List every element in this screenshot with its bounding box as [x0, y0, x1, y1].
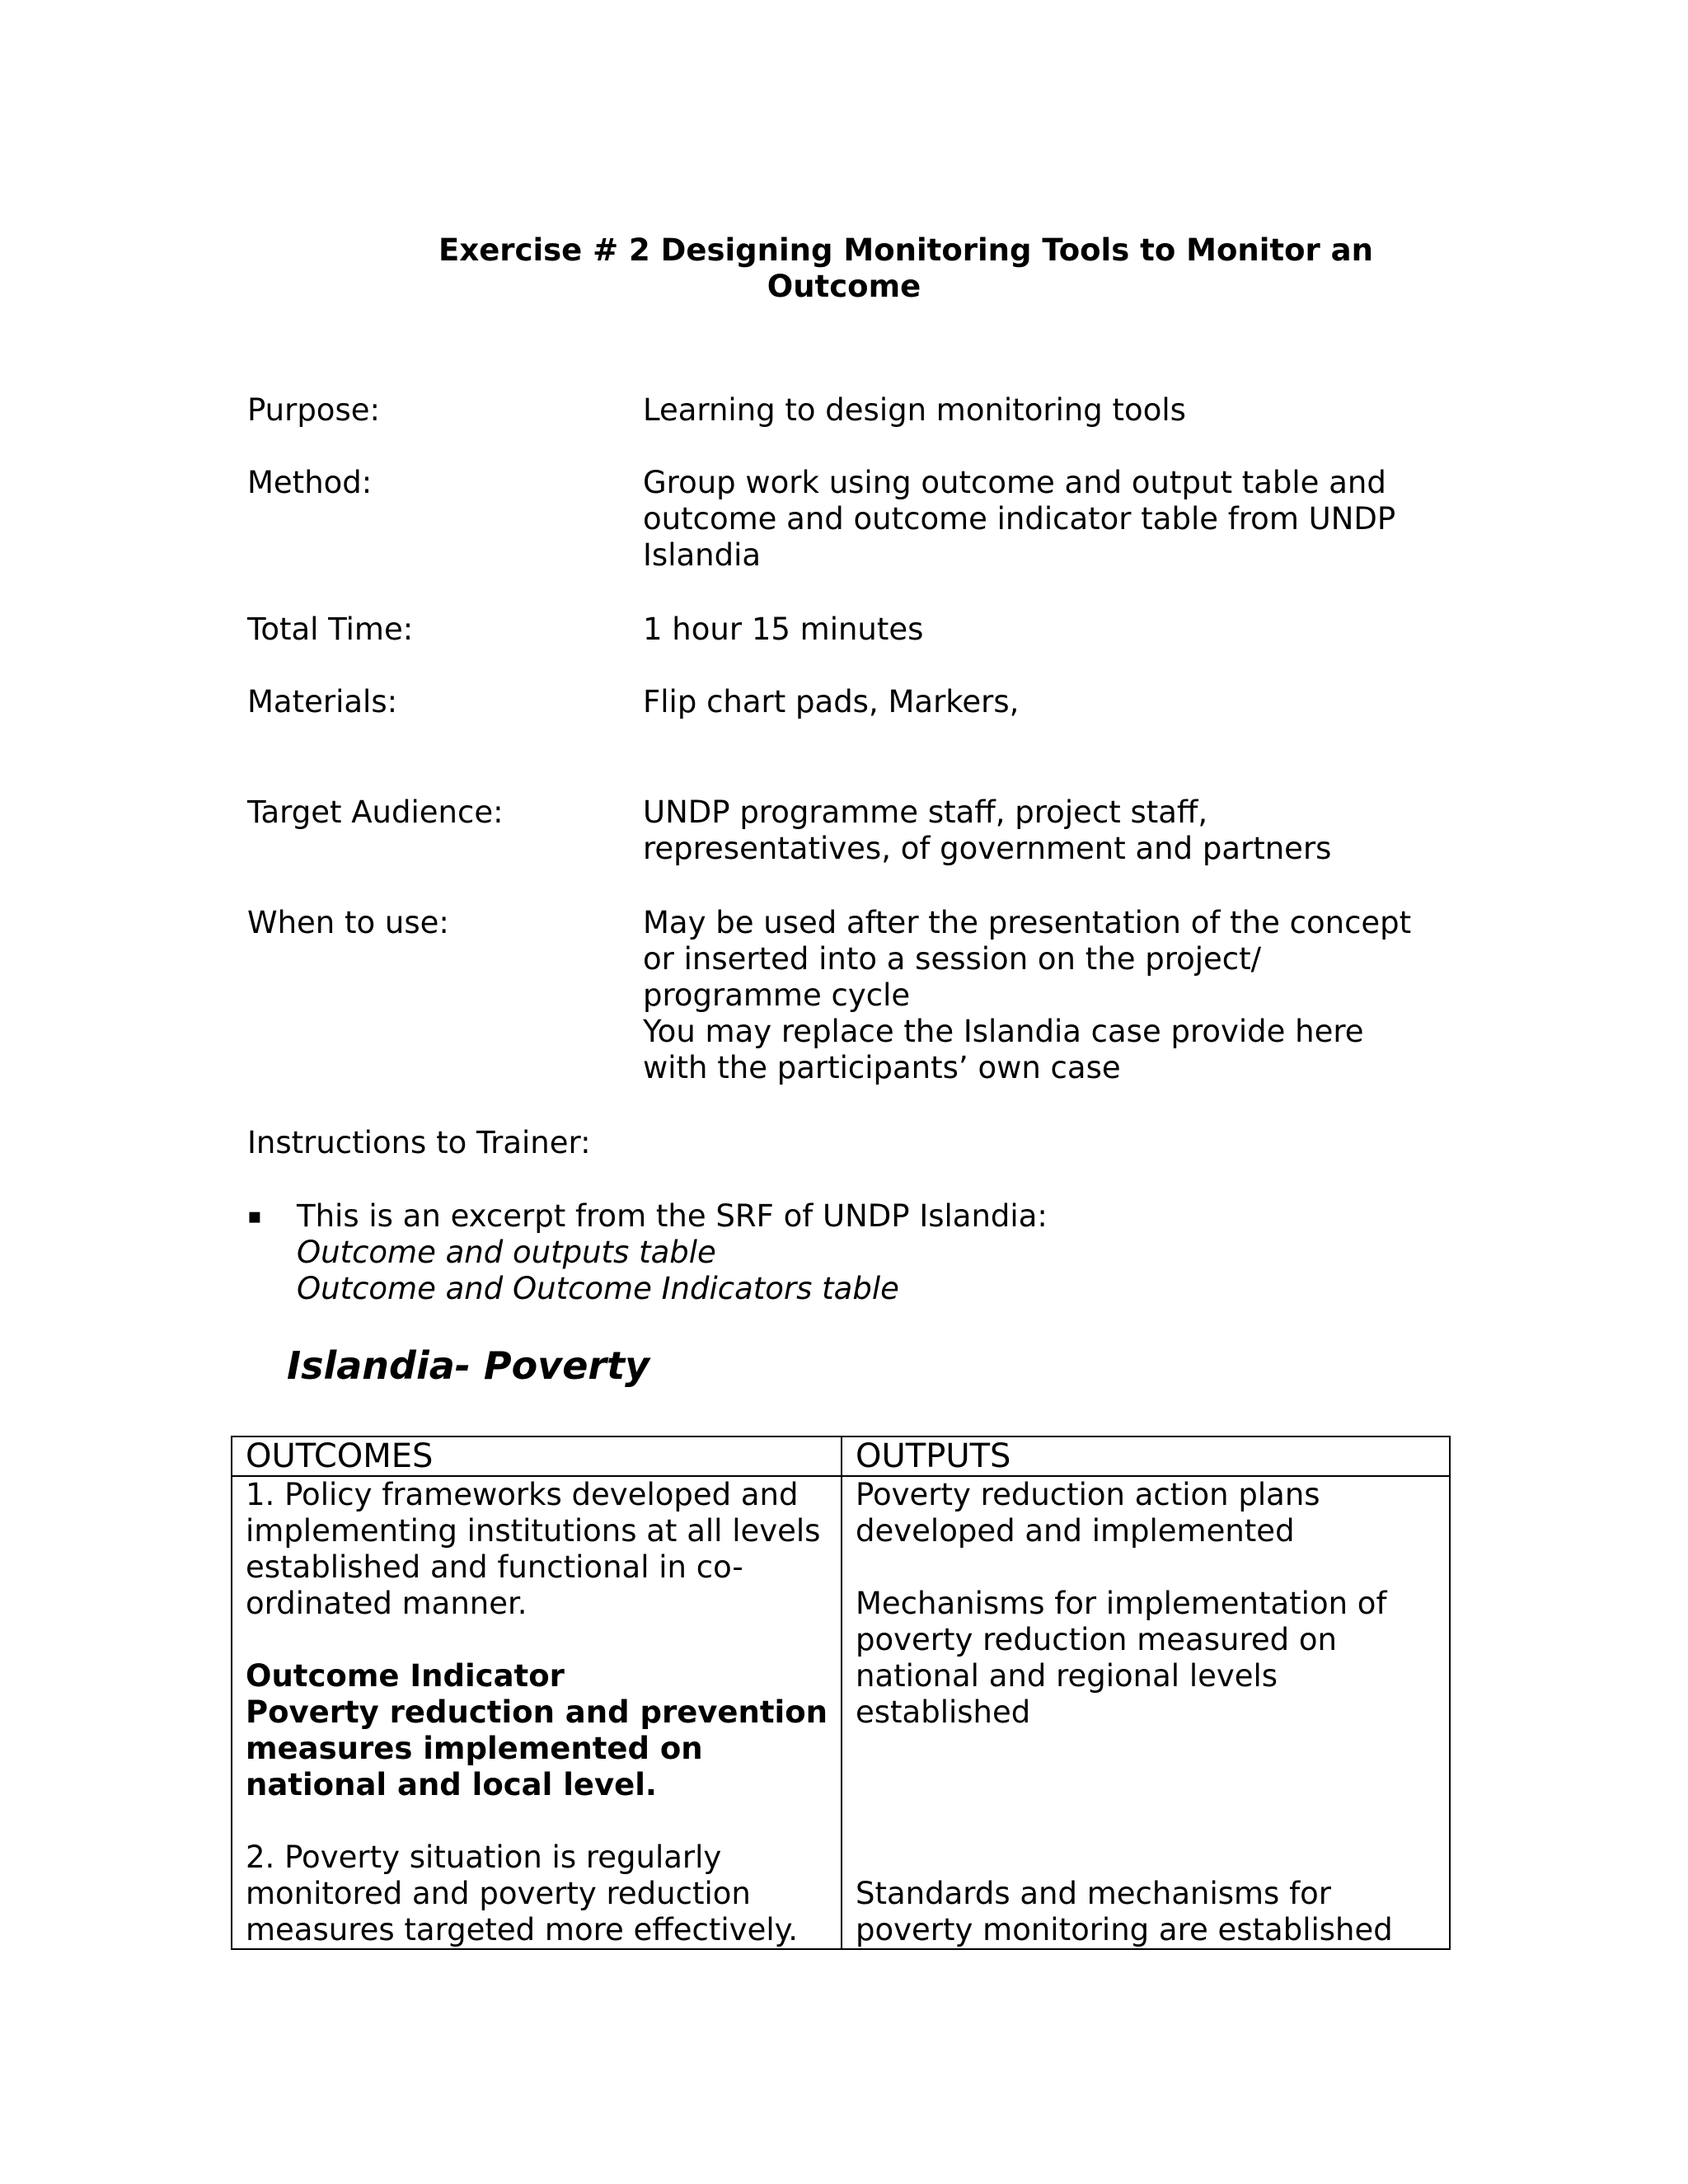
purpose-value-line: Learning to design monitoring tools: [643, 392, 1186, 428]
bullet-square-icon: ▪: [247, 1204, 262, 1229]
materials-label: Materials:: [247, 684, 398, 719]
title-line-2: Outcome: [767, 269, 921, 304]
method-value-line: Group work using outcome and output table and: [643, 465, 1386, 500]
column-header-outputs: OUTPUTS: [842, 1436, 1450, 1476]
outcome-indicator-line: Poverty reduction and prevention: [246, 1694, 828, 1730]
output-line: Mechanisms for implementation of: [856, 1586, 1387, 1621]
method-label: Method:: [247, 465, 373, 500]
total-time-label: Total Time:: [247, 612, 414, 647]
outcome-line: ordinated manner.: [246, 1586, 528, 1621]
outcome-line: established and functional in co-: [246, 1549, 743, 1585]
when-to-use-value-line: with the participants’ own case: [643, 1050, 1121, 1085]
output-line: national and regional levels: [856, 1658, 1278, 1694]
when-to-use-value: [643, 905, 1467, 1086]
output-line: poverty monitoring are established: [856, 1912, 1393, 1947]
method-value: [643, 465, 1467, 574]
output-line: poverty reduction measured on: [856, 1622, 1337, 1657]
outcome-line: 1. Policy frameworks developed and: [246, 1477, 799, 1512]
outcome-line: implementing institutions at all levels: [246, 1513, 821, 1549]
when-to-use-value-line: or inserted into a session on the project/: [643, 941, 1262, 977]
bullet-body: [297, 1198, 1286, 1307]
output-line: Poverty reduction action plans: [856, 1477, 1320, 1512]
target-audience-value-line: UNDP programme staff, project staff,: [643, 794, 1208, 830]
bullet-text: This is an excerpt from the SRF of UNDP Islandia:: [297, 1198, 1048, 1234]
table-header-row: [232, 1436, 1450, 1476]
method-value-line: Islandia: [643, 537, 762, 573]
output-line: established: [856, 1694, 1031, 1730]
method-value-line: outcome and outcome indicator table from UNDP: [643, 501, 1396, 537]
outcome-line: 2. Poverty situation is regularly: [246, 1840, 722, 1875]
when-to-use-value-line: programme cycle: [643, 977, 911, 1013]
target-audience-value: [643, 794, 1467, 867]
title-line-1: Exercise # 2 Designing Monitoring Tools to Monitor an: [438, 232, 1373, 268]
output-line: Standards and mechanisms for: [856, 1876, 1331, 1911]
table-row: [232, 1476, 1450, 1949]
bullet-italic-line: Outcome and outputs table: [297, 1235, 716, 1270]
page-title: [0, 232, 1688, 305]
outcome-indicator-line: measures implemented on: [246, 1731, 703, 1766]
outcome-indicator-line: national and local level.: [246, 1767, 657, 1802]
outcome-line: monitored and poverty reduction: [246, 1876, 751, 1911]
bullet-italic-line: Outcome and Outcome Indicators table: [297, 1271, 899, 1306]
when-to-use-value-line: You may replace the Islandia case provide here: [643, 1014, 1364, 1049]
outcome-line: measures targeted more effectively.: [246, 1912, 798, 1947]
output-line: developed and implemented: [856, 1513, 1295, 1549]
target-audience-label: Target Audience:: [247, 794, 504, 830]
total-time-value: [643, 612, 1467, 648]
output-cell: [842, 1476, 1450, 1949]
column-header-outcomes: OUTCOMES: [232, 1436, 842, 1476]
materials-value-line: Flip chart pads, Markers,: [643, 684, 1020, 719]
instructions-label: Instructions to Trainer:: [247, 1125, 591, 1160]
purpose-value: [643, 392, 1467, 429]
outcome-indicator-line: Outcome Indicator: [246, 1658, 565, 1694]
target-audience-value-line: representatives, of government and partners: [643, 831, 1332, 866]
purpose-label: Purpose:: [247, 392, 380, 428]
outcomes-outputs-table: [231, 1436, 1451, 1950]
when-to-use-value-line: May be used after the presentation of the concept: [643, 905, 1412, 940]
materials-value: [643, 684, 1467, 720]
section-heading: Islandia- Poverty: [287, 1343, 650, 1388]
total-time-value-line: 1 hour 15 minutes: [643, 612, 924, 647]
when-to-use-label: When to use:: [247, 905, 449, 940]
outcome-cell: [232, 1476, 842, 1949]
